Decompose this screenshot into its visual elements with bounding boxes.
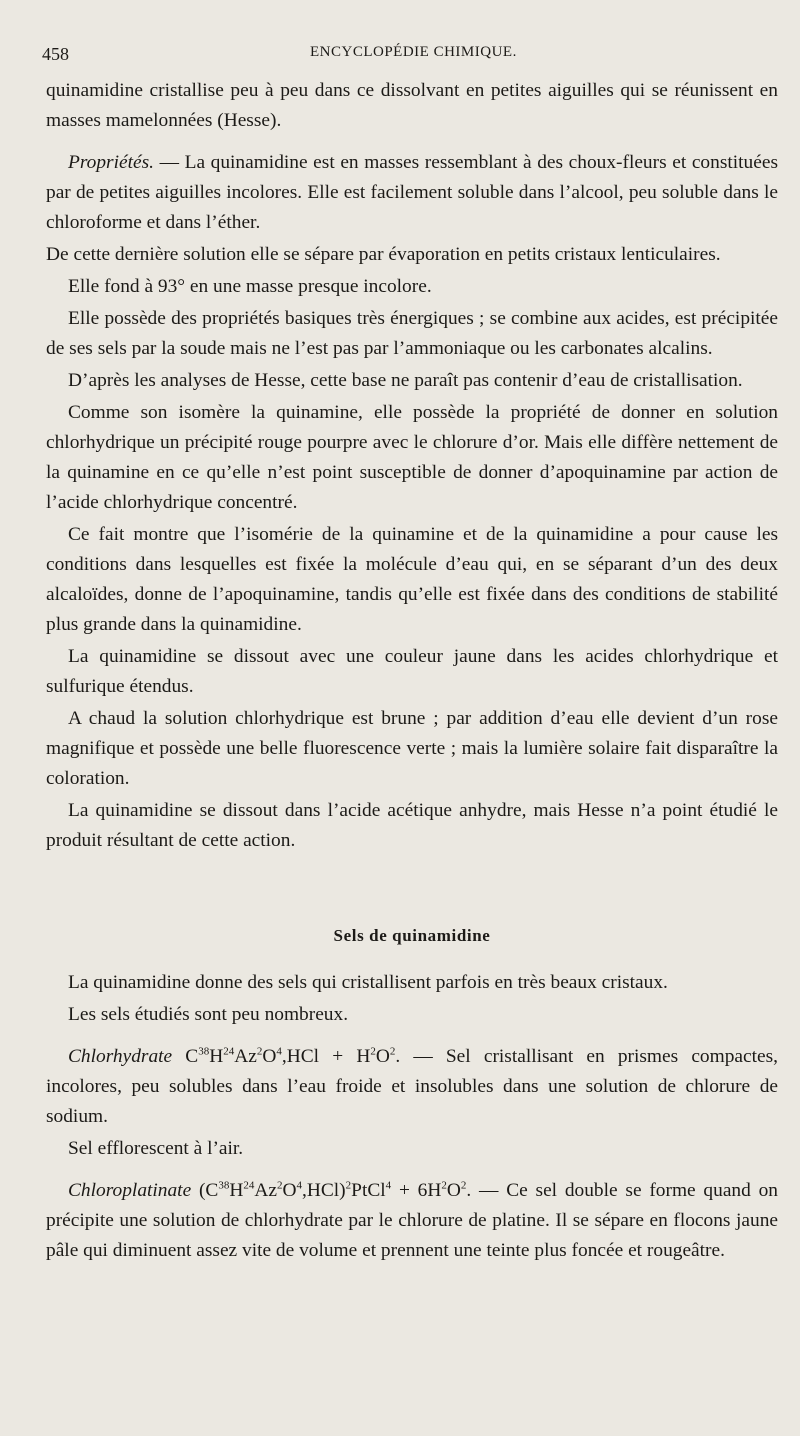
paragraph-salts-count: Les sels étudiés sont peu nombreux. [68, 1004, 349, 1025]
chloroplatinate-heading: Chloroplatinate [68, 1180, 192, 1201]
running-head [42, 44, 778, 76]
chlorhydrate-formula: $C^{38}H^{24}Az^2O^4,HCl + H^2O^2$ [172, 1045, 396, 1067]
paragraph-isomer-comparison: Comme son isomère la quinamine, elle possède la propriété de donner en solution chlorhydrique un précipité rouge pourpre avec le chlorure d’or. Mais elle diffère nettement de la quinamine en ce qu’elle n’est point susceptible de donner d’apoquinamine par action de l’acide chlorhydrique concentré. [46, 402, 778, 513]
paragraph-basic-properties: Elle possède des propriétés basiques très énergiques ; se combine aux acides, est précipitée de ses sels par la soude mais ne l’est pas par l’ammoniaque ou les carbonates alcalins. [46, 308, 778, 359]
page-number: 458 [42, 44, 69, 64]
paragraph-chloroplatinate [46, 1176, 778, 1266]
running-title: ENCYCLOPÉDIE CHIMIQUE. [310, 44, 517, 60]
properties-heading: Propriétés. [68, 152, 154, 173]
section-heading: Sels de quinamidine [333, 926, 491, 945]
paragraph-acetic-acid: La quinamidine se dissout dans l’acide acétique anhydre, mais Hesse n’a point étudié le produit résultant de cette action. [46, 800, 778, 851]
properties-text: — La quinamidine est en masses ressemblant à des choux-fleurs et constituées par de petites aiguilles incolores. Elle est facilement soluble dans l’alcool, peu soluble dans le chloroforme et dans l’éther. [46, 152, 778, 233]
chlorhydrate-text: . — Sel cristallisant en prismes compactes, incolores, peu solubles dans l’eau froide et insolubles dans une solution de chlorure de sodium. [46, 1046, 779, 1127]
paragraph-melting-point: Elle fond à 93° en une masse presque incolore. [68, 276, 432, 297]
paragraph-isomerism: Ce fait montre que l’isomérie de la quinamine et de la quinamidine a pour cause les conditions dans lesquelles est fixée la molécule d’eau qui, en se séparant d’un des deux alcaloïdes, donne de l’apoquinamine, tandis qu’elle est fixée dans des conditions de stabilité plus grande dans la quinamidine. [46, 524, 778, 635]
paragraph-fluorescence: A chaud la solution chlorhydrique est brune ; par addition d’eau elle devient d’un rose magnifique et possède une belle fluorescence verte ; mais la lumière solaire fait disparaître la coloration. [46, 708, 778, 789]
chloroplatinate-formula: $(C^{38}H^{24}Az^2O^4,HCl)^2PtCl^4 + 6H^2O^2$ [191, 1179, 467, 1201]
paragraph-chlorhydrate [46, 1042, 778, 1132]
paragraph-properties [46, 148, 778, 238]
paragraph-acid-color: La quinamidine se dissout avec une couleur jaune dans les acides chlorhydrique et sulfurique étendus. [46, 646, 778, 697]
paragraph-salts-intro: La quinamidine donne des sels qui cristallisent parfois en très beaux cristaux. [68, 972, 668, 993]
paragraph-evaporation: De cette dernière solution elle se sépare par évaporation en petits cristaux lenticulaires. [46, 244, 721, 265]
paragraph-continuation: quinamidine cristallise peu à peu dans ce dissolvant en petites aiguilles qui se réunissent en masses mamelonnées (Hesse). [46, 80, 778, 131]
chloroplatinate-text: . — Ce sel double se forme quand on précipite une solution de chlorhydrate par le chlorure de platine. Il se sépare en flocons jaune pâle qui diminuent assez vite de volume et prennent une teinte plus foncée et rougeâtre. [46, 1180, 778, 1261]
chlorhydrate-heading: Chlorhydrate [68, 1046, 173, 1067]
paragraph-hesse-analysis: D’après les analyses de Hesse, cette base ne paraît pas contenir d’eau de cristallisation. [68, 370, 743, 391]
paragraph-efflorescent: Sel efflorescent à l’air. [68, 1138, 244, 1159]
